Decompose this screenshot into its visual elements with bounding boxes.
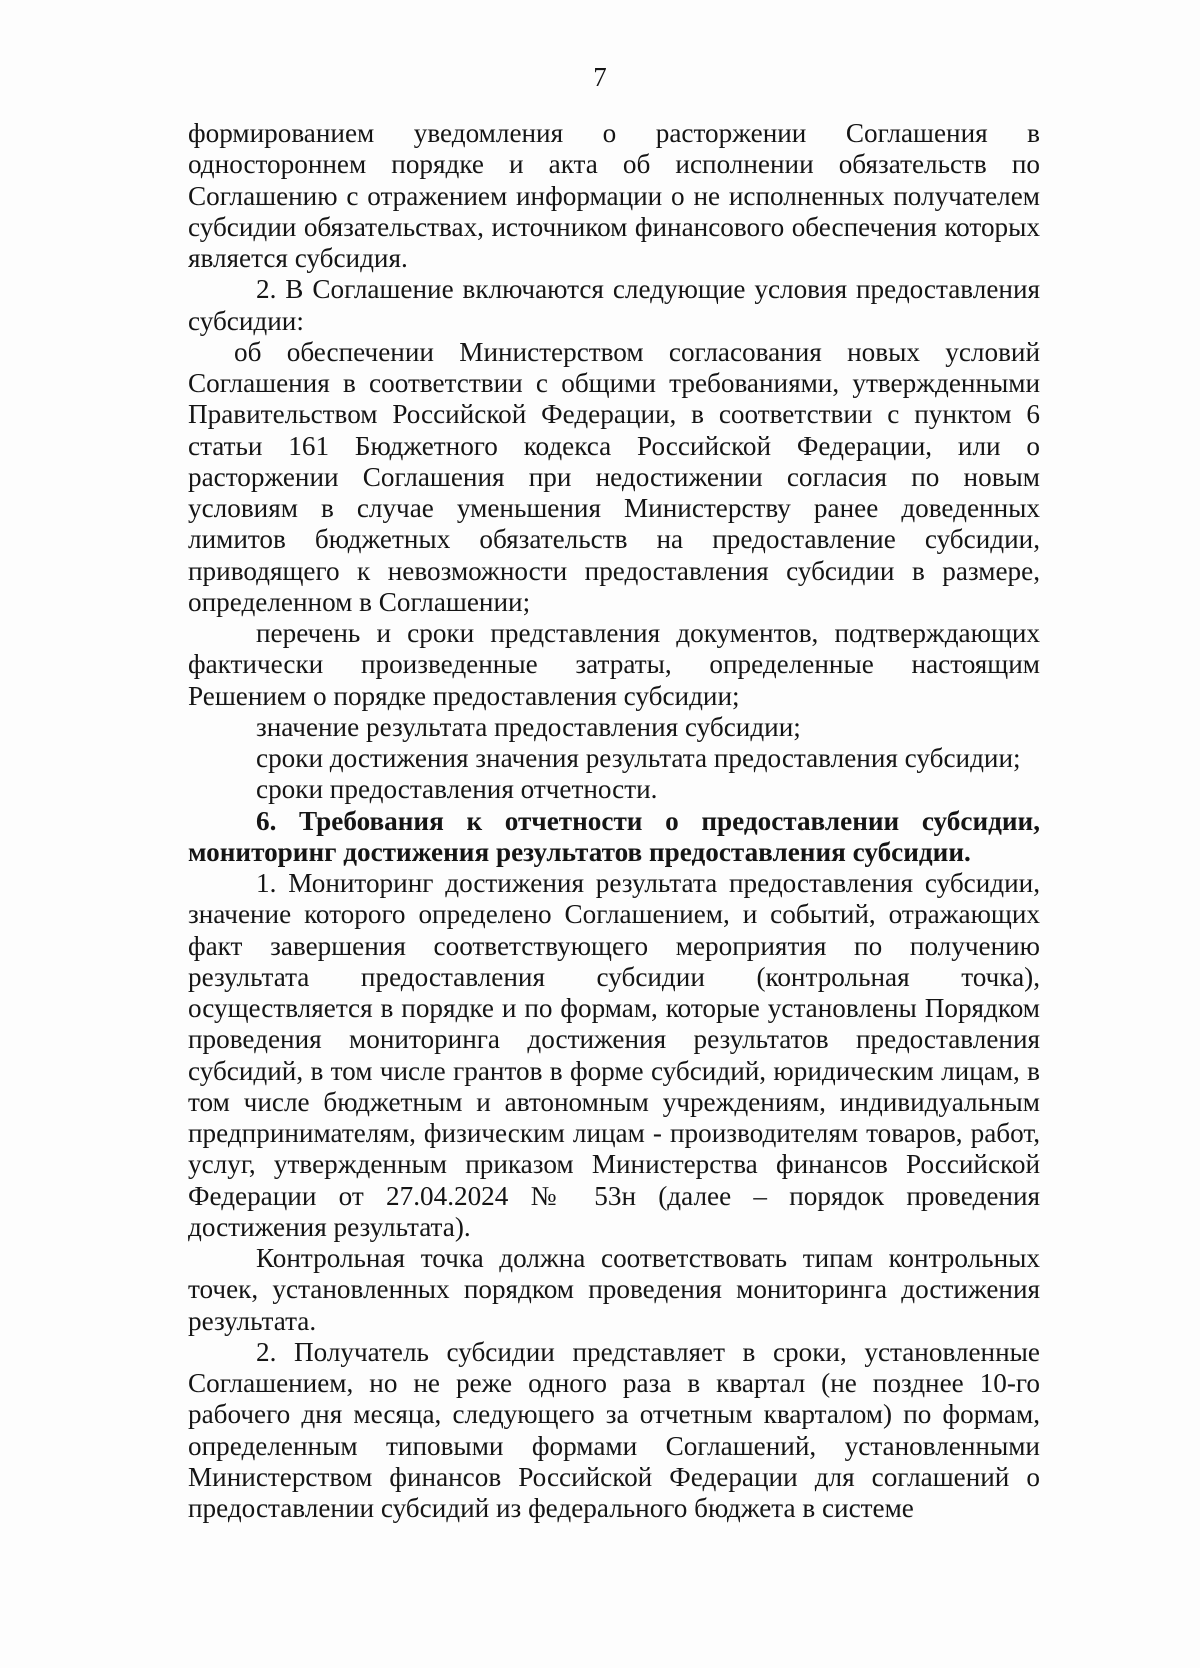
paragraph-ministry-approval: об обеспечении Министерством согласования новых условий Соглашения в соответствии с общими требованиями, утвержденными Правительством Российской Федерации, в соответствии с пунктом 6 статьи 161 Бюджетного кодекса Российской Федерации, или о расторжении Соглашения при недостижении согласия по новым условиям в случае уменьшения Министерству ранее доведенных лимитов бюджетных обязательств на предоставление субсидии, приводящего к невозможности предоставления субсидии в размере, определенном в Соглашении; xyxy=(188,336,1040,617)
document-body xyxy=(188,118,1040,1524)
paragraph-continuation: формированием уведомления о расторжении Соглашения в одностороннем порядке и акта об исполнении обязательств по Соглашению с отражением информации о не исполненных получателем субсидии обязательствах, источником финансового обеспечения которых является субсидия. xyxy=(188,118,1040,273)
paragraph-result-value: значение результата предоставления субсидии; xyxy=(256,711,801,742)
paragraph-result-deadlines: сроки достижения значения результата предоставления субсидии; xyxy=(256,743,1021,773)
paragraph-monitoring: 1. Мониторинг достижения результата предоставления субсидии, значение которого определено Соглашением, и событий, отражающих факт завершения соответствующего мероприятия по получению результата предоставления субсидии (контрольная точка), осуществляется в порядке и по формам, которые установлены Порядком проведения мониторинга достижения результатов предоставления субсидий, в том числе грантов в форме субсидий, юридическим лицам, в том числе бюджетным и автономным учреждениям, индивидуальным предпринимателям, физическим лицам - производителям товаров, работ, услуг, утвержденным приказом Министерства финансов Российской Федерации от 27.04.2024 № 53н (далее – порядок проведения достижения результата). xyxy=(188,868,1040,1242)
paragraph-recipient-reports: 2. Получатель субсидии представляет в сроки, установленные Соглашением, но не реже одного раза в квартал (не позднее 10-го рабочего дня месяца, следующего за отчетным кварталом) по формам, определенным типовыми формами Соглашений, установленными Министерством финансов Российской Федерации для соглашений о предоставлении субсидий из федерального бюджета в системе xyxy=(188,1336,1040,1523)
page-number: 7 xyxy=(593,62,607,92)
paragraph-agreement-conditions: 2. В Соглашение включаются следующие условия предоставления субсидии: xyxy=(188,274,1040,336)
section-heading: 6. Требования к отчетности о предоставлении субсидии, мониторинг достижения результатов предоставления субсидии. xyxy=(188,805,1040,867)
paragraph-control-point: Контрольная точка должна соответствовать типам контрольных точек, установленных порядком проведения мониторинга достижения результата. xyxy=(188,1243,1040,1336)
paragraph-reporting-deadlines: сроки предоставления отчетности. xyxy=(256,774,658,805)
paragraph-documents-list: перечень и сроки представления документов, подтверждающих фактически произведенные затраты, определенные настоящим Решением о порядке предоставления субсидии; xyxy=(188,618,1040,711)
